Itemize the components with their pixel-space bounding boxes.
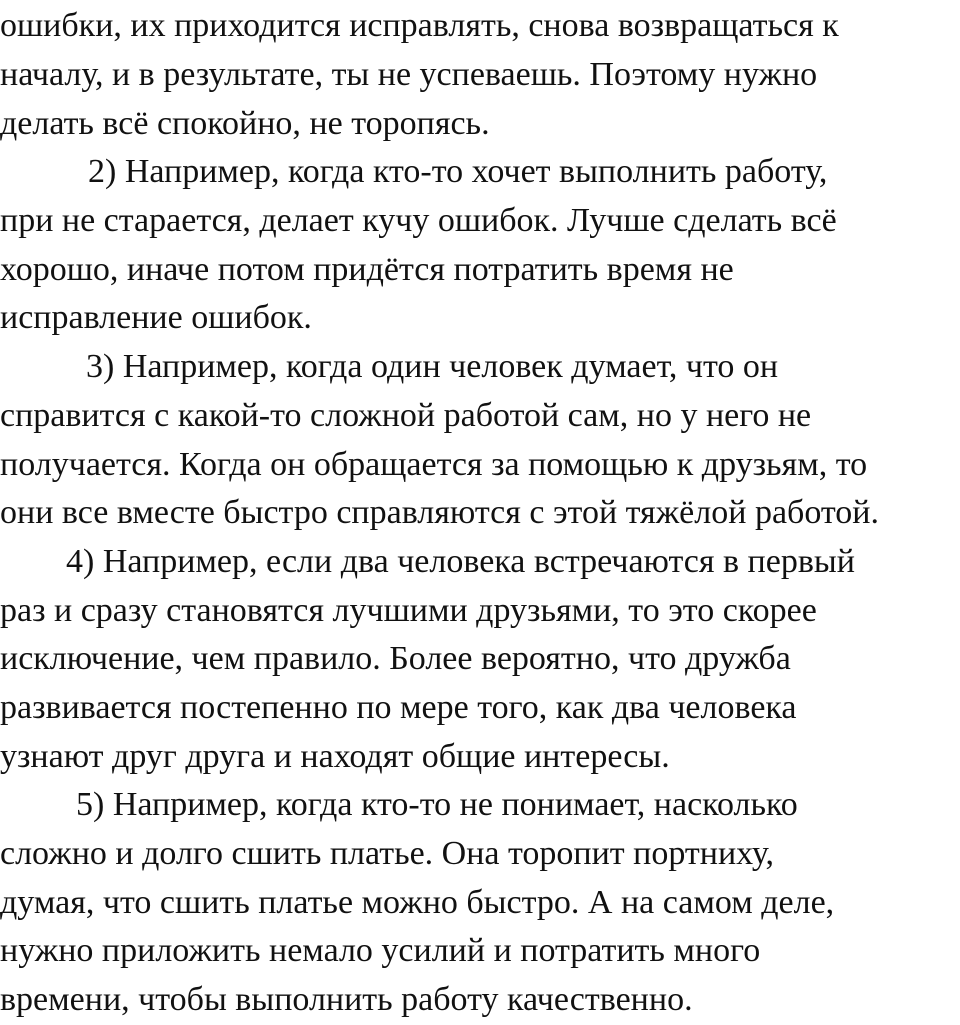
- text-line: нужно приложить немало усилий и потратить много: [0, 932, 761, 969]
- text-line: получается. Когда он обращается за помощью к друзьям, то: [0, 446, 868, 483]
- text-line: ошибки, их приходится исправлять, снова возвращаться к: [0, 7, 839, 44]
- text-line: сложно и долго сшить платье. Она торопит портниху,: [0, 835, 774, 872]
- text-line: узнают друг друга и находят общие интересы.: [0, 738, 670, 775]
- text-line: они все вместе быстро справляются с этой тяжёлой работой.: [0, 494, 879, 531]
- paragraph-4-first-line: 4) Например, если два человека встречаются в первый: [66, 543, 855, 580]
- paragraph-5-first-line: 5) Например, когда кто-то не понимает, насколько: [76, 786, 798, 823]
- text-line: времени, чтобы выполнить работу качественно.: [0, 981, 693, 1018]
- paragraph-3-first-line: 3) Например, когда один человек думает, что он: [86, 348, 779, 385]
- text-line: исключение, чем правило. Более вероятно, что дружба: [0, 640, 791, 677]
- text-line: хорошо, иначе потом придётся потратить время не: [0, 251, 734, 288]
- text-line: развивается постепенно по мере того, как два человека: [0, 689, 797, 726]
- text-line: думая, что сшить платье можно быстро. А на самом деле,: [0, 884, 835, 921]
- text-line: исправление ошибок.: [0, 299, 312, 336]
- text-line: началу, и в результате, ты не успеваешь. Поэтому нужно: [0, 56, 818, 93]
- text-line: делать всё спокойно, не торопясь.: [0, 105, 490, 142]
- text-line: справится с какой-то сложной работой сам, но у него не: [0, 397, 812, 434]
- paragraph-2-first-line: 2) Например, когда кто-то хочет выполнить работу,: [88, 153, 828, 190]
- text-line: раз и сразу становятся лучшими друзьями, то это скорее: [0, 592, 817, 629]
- text-line: при не старается, делает кучу ошибок. Лучше сделать всё: [0, 202, 837, 239]
